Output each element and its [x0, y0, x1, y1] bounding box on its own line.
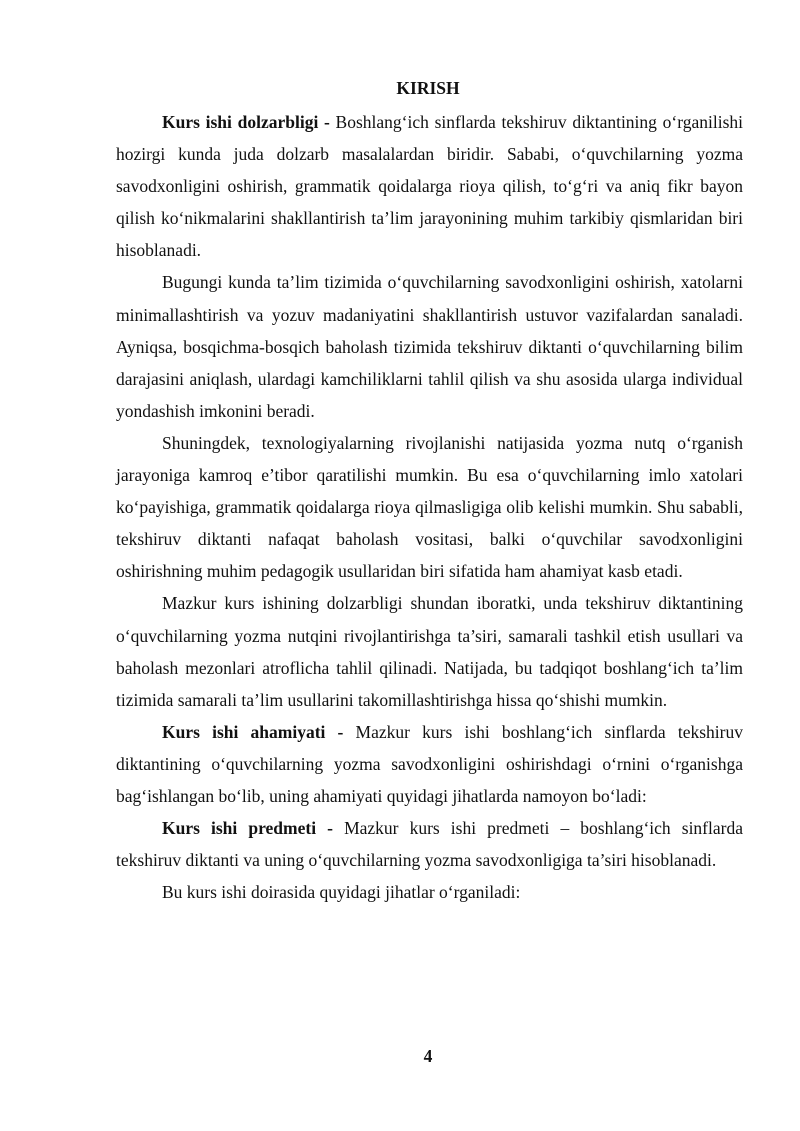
body-text: [116, 106, 743, 908]
section-heading: KIRISH: [396, 78, 460, 98]
term-importance: Kurs ishi ahamiyati -: [162, 721, 344, 742]
paragraph-importance: [116, 716, 743, 812]
paragraph-aspects: [116, 876, 743, 908]
term-subject: Kurs ishi predmeti -: [162, 818, 333, 839]
paragraph-text: Mazkur kurs ishi boshlang‘ich sinflarda tekshiruv diktantining o‘quvchilarning yozma savodxonligini oshirishdagi o‘rnini o‘rganishga bag‘ishlangan bo‘lib, uning ahamiyati quyidagi jihatlarda namoyon bo‘ladi:: [116, 721, 743, 806]
paragraph-technology: [116, 427, 743, 587]
term-relevance: Kurs ishi dolzarbligi -: [162, 112, 330, 132]
paragraph-text: Mazkur kurs ishi predmeti – boshlang‘ich sinflarda tekshiruv diktanti va uning o‘quvchilarning yozma savodxonligiga ta’siri hisoblanadi.: [116, 818, 743, 871]
paragraph-subject: [116, 812, 743, 876]
paragraph-text: Mazkur kurs ishining dolzarbligi shundan iboratki, unda tekshiruv diktantining o‘quvchilarning yozma nutqini rivojlantirishga ta’siri, samarali tashkil etish usullari va baholash mezonlari atroflicha tahlil qilinadi. Natijada, bu tadqiqot boshlang‘ich ta’lim tizimida samarali ta’lim usullarini takomillashtirishga hissa qo‘shishi mumkin.: [116, 593, 743, 710]
paragraph-text: Bugungi kunda ta’lim tizimida o‘quvchilarning savodxonligini oshirish, xatolarni minimallashtirish va yozuv madaniyatini shakllantirish ustuvor vazifalardan sanaladi. Ayniqsa, bosqichma-bosqich baholash tizimida tekshiruv diktanti o‘quvchilarning bilim darajasini aniqlash, ulardagi kamchiliklarni tahlil qilish va shu asosida ularga individual yondashish imkonini beradi.: [116, 272, 743, 421]
paragraph-text: Shuningdek, texnologiyalarning rivojlanishi natijasida yozma nutq o‘rganish jarayoniga kamroq e’tibor qaratilishi mumkin. Bu esa o‘quvchilarning imlo xatolari ko‘payishiga, grammatik qoidalarga rioya qilmasligiga olib kelishi mumkin. Shu sababli, tekshiruv diktanti nafaqat baholash vositasi, balki o‘quvchilar savodxonligini oshirishning muhim pedagogik usullaridan biri sifatida ham ahamiyat kasb etadi.: [116, 432, 743, 582]
paragraph-course-relevance: [116, 587, 743, 715]
page-number: 4: [423, 1046, 433, 1066]
paragraph-relevance: [116, 106, 743, 266]
paragraph-text: Bu kurs ishi doirasida quyidagi jihatlar o‘rganiladi:: [162, 882, 521, 903]
paragraph-education-system: [116, 266, 743, 426]
paragraph-text: Boshlang‘ich sinflarda tekshiruv diktantining o‘rganilishi hozirgi kunda juda dolzarb masalalardan biridir. Sababi, o‘quvchilarning yozma savodxonligini oshirish, grammatik qoidalarga rioya qilish, to‘g‘ri va aniq fikr bayon qilish ko‘nikmalarini shakllantirish ta’lim jarayonining muhim tarkibiy qismlaridan biri hisoblanadi.: [116, 112, 743, 261]
